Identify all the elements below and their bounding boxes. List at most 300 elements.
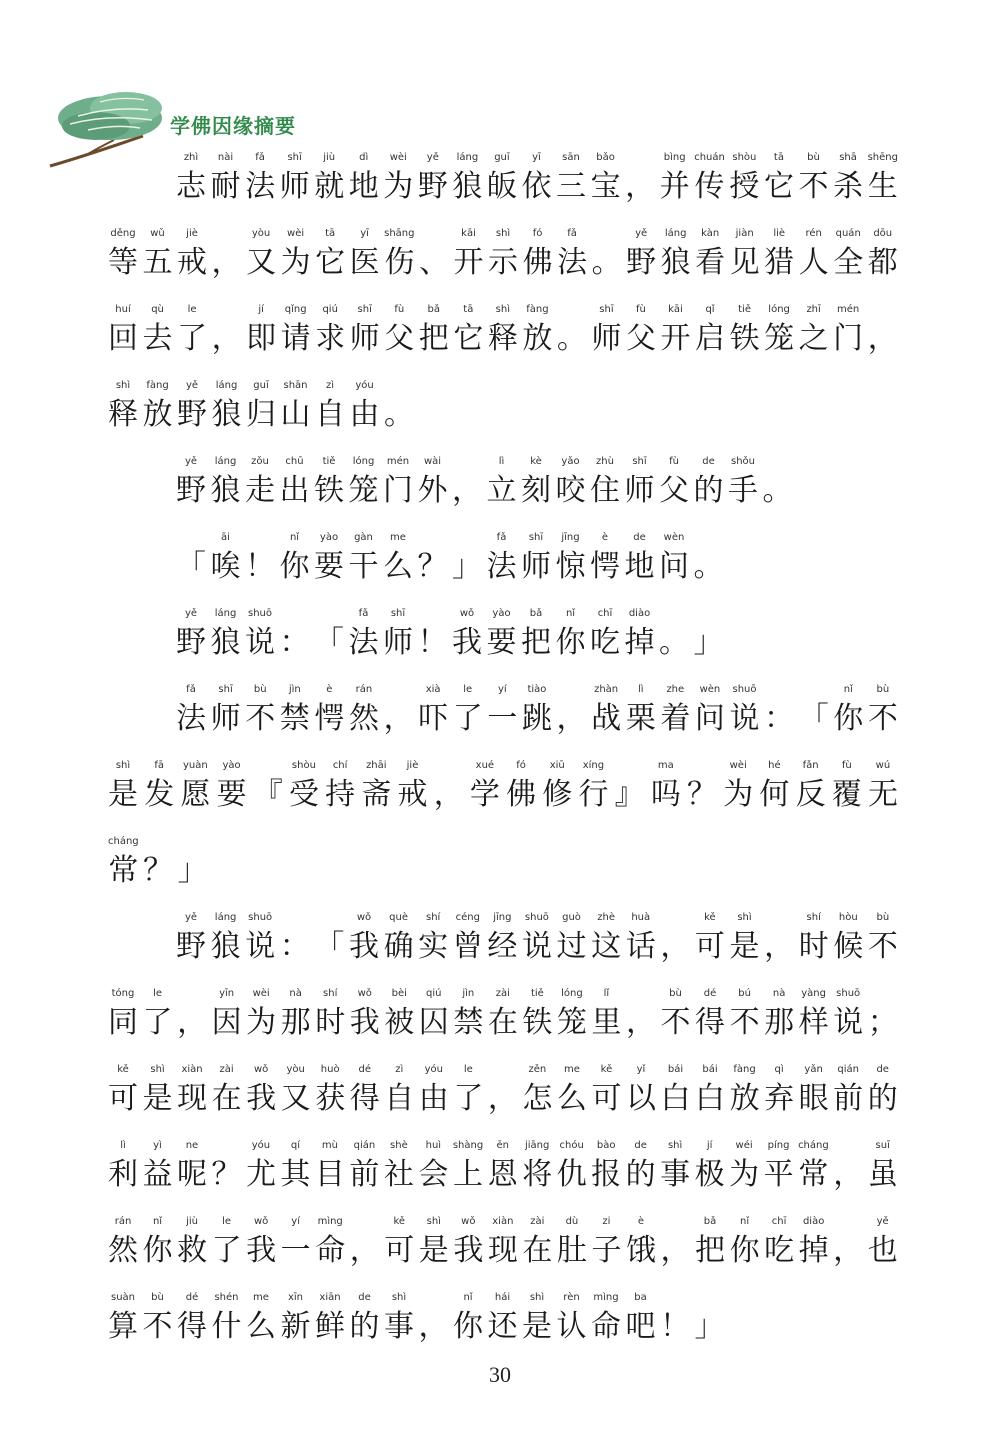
character: 回huí [108, 304, 138, 356]
character: 「 [314, 929, 345, 964]
character: 我wǒ [453, 1216, 484, 1268]
character: 并bìng [659, 152, 690, 204]
character: 救jiù [177, 1216, 208, 1268]
character: 是shì [522, 1292, 552, 1344]
character: 可kě [108, 1064, 138, 1116]
character: ， [660, 1233, 691, 1268]
character: ， [867, 321, 898, 356]
character: 野yě [626, 228, 657, 280]
character: 由yóu [418, 1064, 449, 1116]
character: 由yóu [349, 380, 380, 432]
character: 为wéi [729, 1140, 760, 1192]
character: ： [764, 701, 795, 736]
character: 命mìng [315, 1216, 346, 1268]
character: 铁tiě [314, 456, 344, 508]
character: ， [452, 473, 482, 508]
character: ， [833, 1157, 864, 1192]
character: 算suàn [108, 1292, 138, 1344]
character: 都dōu [867, 228, 898, 280]
character: 弃qì [764, 1064, 795, 1116]
character: 可kě [694, 912, 725, 964]
character: 放fàng [522, 304, 553, 356]
text-line [176, 152, 898, 228]
character: 掉diào [798, 1216, 829, 1268]
character: 生shēng [867, 152, 898, 204]
character: 无wú [867, 760, 898, 812]
character: 师shī [521, 532, 551, 584]
character: 狼láng [210, 456, 241, 508]
character: 前qián [833, 1064, 864, 1116]
character: 为wèi [280, 228, 311, 280]
character: 住zhù [590, 456, 620, 508]
character: 平píng [763, 1140, 794, 1192]
character: 「 [314, 625, 344, 660]
character: 看kàn [695, 228, 726, 280]
character: 在zài [487, 988, 518, 1040]
text-line [108, 1292, 898, 1368]
character: 戒jiè [397, 760, 428, 812]
character: 发fā [144, 760, 175, 812]
character: 笼lóng [348, 456, 379, 508]
character: ？ [417, 549, 448, 584]
character: ， [625, 1005, 656, 1040]
character: 刻kè [521, 456, 551, 508]
character: 一yí [280, 1216, 311, 1268]
character: ？ [143, 853, 174, 888]
character: 不bù [867, 684, 898, 736]
character: 愿yuàn [180, 760, 211, 812]
text-line [108, 1064, 898, 1140]
character: 说shuō [245, 608, 275, 660]
character: 法fǎ [486, 532, 517, 584]
character: 放fàng [142, 380, 173, 432]
character: 在zài [211, 1064, 242, 1116]
character: 修xiū [542, 760, 573, 812]
character: 覆fù [831, 760, 862, 812]
character: ！ [660, 1309, 690, 1344]
character: 师shī [210, 684, 241, 736]
character: 干gàn [348, 532, 379, 584]
character: 。 [762, 473, 793, 508]
character: ； [867, 1005, 898, 1040]
character: 启qǐ [695, 304, 726, 356]
character: 三sān [556, 152, 587, 204]
character: 恩ēn [487, 1140, 518, 1192]
character: 」 [694, 1309, 725, 1344]
character: 你nǐ [279, 532, 310, 584]
character: 狼láng [210, 912, 241, 964]
character: 为wèi [246, 988, 277, 1040]
character: 会huì [418, 1140, 449, 1192]
character: 要yào [216, 760, 247, 812]
character: 经jīng [487, 912, 518, 964]
character: 吗ma [650, 760, 681, 812]
character: 我wǒ [348, 912, 379, 964]
character: 开kāi [660, 304, 691, 356]
character: 何hé [759, 760, 790, 812]
character: ？ [687, 777, 717, 812]
character: ： [279, 929, 310, 964]
character: 山shān [280, 380, 311, 432]
character: 也yě [867, 1216, 898, 1268]
character: 掉diào [624, 608, 655, 660]
character: 。 [693, 549, 724, 584]
character: 佛fó [522, 228, 553, 280]
character: 确què [383, 912, 414, 964]
character: 戒jiè [177, 228, 208, 280]
character: 。 [591, 245, 622, 280]
character: 」 [177, 853, 208, 888]
character: 时shí [315, 988, 346, 1040]
character: 吃chī [590, 608, 620, 660]
character: 它tā [315, 228, 346, 280]
character: 因yīn [211, 988, 242, 1040]
character: ， [349, 1233, 380, 1268]
character: 白bái [660, 1064, 691, 1116]
character: 师shī [591, 304, 622, 356]
character: 仇chóu [556, 1140, 587, 1192]
character: 归guī [246, 380, 276, 432]
character: 要yào [486, 608, 517, 660]
character: 子zi [591, 1216, 622, 1268]
character: 虽suī [867, 1140, 898, 1192]
character: 狼láng [660, 228, 691, 280]
text-line [176, 684, 898, 760]
character: 命mìng [591, 1292, 621, 1344]
character: 为wèi [723, 760, 754, 812]
character: 狼láng [210, 608, 241, 660]
character: 立lì [486, 456, 517, 508]
character: 依yī [521, 152, 552, 204]
character: 猎liè [764, 228, 795, 280]
character: 愕è [314, 684, 345, 736]
character: 走zǒu [245, 456, 275, 508]
character: 「 [176, 549, 206, 584]
character: 你nǐ [453, 1292, 483, 1344]
page-number: 30 [489, 1362, 511, 1387]
character: 出chū [279, 456, 310, 508]
character: 吓xià [418, 684, 449, 736]
character: 那nà [764, 988, 795, 1040]
text-line [108, 228, 898, 304]
character: 么me [383, 532, 413, 584]
character: 释shì [108, 380, 138, 432]
character: 战zhàn [591, 684, 622, 736]
character: 得dé [177, 1292, 207, 1344]
text-line [176, 608, 898, 684]
character: 。 [659, 625, 689, 660]
character: 地dì [348, 152, 379, 204]
character: 学xué [469, 760, 500, 812]
character: 把bǎ [418, 304, 449, 356]
character: 等děng [108, 228, 138, 280]
character: 放fàng [729, 1064, 760, 1116]
character: 野yě [177, 380, 207, 432]
character: 了le [142, 988, 173, 1040]
character: 开kāi [453, 228, 484, 280]
character: 的de [625, 1140, 656, 1192]
character: 『 [252, 777, 283, 812]
character: 医yī [349, 228, 380, 280]
character: 一yí [487, 684, 518, 736]
character: 不bù [142, 1292, 173, 1344]
character: 门mén [833, 304, 864, 356]
character: 认rèn [556, 1292, 587, 1344]
character: 得dé [695, 988, 726, 1040]
character: 父fù [625, 304, 656, 356]
character: 曾céng [452, 912, 483, 964]
character: 传chuán [694, 152, 725, 204]
character: 外wài [417, 456, 448, 508]
text-line [108, 988, 898, 1064]
character: 」 [452, 549, 482, 584]
character: 禁jìn [279, 684, 310, 736]
character: 然rán [348, 684, 379, 736]
character: 、 [419, 245, 450, 280]
character: 』 [614, 777, 645, 812]
character: 地de [624, 532, 655, 584]
character: 之zhī [798, 304, 829, 356]
character: 前qián [349, 1140, 380, 1192]
character: 门mén [383, 456, 413, 508]
character: 怎zěn [522, 1064, 553, 1116]
character: 伤shāng [384, 228, 415, 280]
character: 的de [349, 1292, 380, 1344]
character: 你nǐ [555, 608, 586, 660]
character: 是shì [418, 1216, 449, 1268]
character: 唉āi [210, 532, 241, 584]
character: 父fù [384, 304, 415, 356]
character: 不bù [867, 912, 898, 964]
character: ， [177, 1005, 208, 1040]
character: 问wèn [694, 684, 725, 736]
character: 现xiàn [177, 1064, 208, 1116]
text-line [108, 304, 898, 380]
character: ， [418, 1309, 449, 1344]
character: 说shuō [833, 988, 864, 1040]
character: 我wǒ [349, 988, 380, 1040]
pine-tree-icon [48, 88, 178, 170]
character: 极jí [694, 1140, 725, 1192]
character: 囚qiú [418, 988, 449, 1040]
character: 」 [693, 625, 724, 660]
character: 为wèi [383, 152, 414, 204]
character: 时shí [798, 912, 829, 964]
character: 过guò [556, 912, 587, 964]
character: 把bǎ [695, 1216, 726, 1268]
character: 野yě [417, 152, 448, 204]
character: 你nǐ [833, 684, 864, 736]
character: 不bú [729, 988, 760, 1040]
character: 事shì [660, 1140, 691, 1192]
character: ， [660, 929, 691, 964]
character: 说shuō [245, 912, 276, 964]
text-line [108, 760, 898, 836]
character: 皈guī [486, 152, 517, 204]
character: 示shì [488, 228, 519, 280]
character: 是shì [108, 760, 138, 812]
character: 的de [867, 1064, 898, 1116]
character: 笼lóng [764, 304, 795, 356]
character: ！ [245, 549, 275, 584]
character: 释shì [487, 304, 518, 356]
character: 铁tiě [522, 988, 553, 1040]
character: 人rén [798, 228, 829, 280]
character: 佛fó [506, 760, 537, 812]
character: 去qù [142, 304, 173, 356]
character: 跳tiào [521, 684, 552, 736]
text-line [176, 456, 898, 532]
text-line [176, 912, 898, 988]
character: 新xīn [280, 1292, 311, 1344]
character: 要yào [314, 532, 344, 584]
character: 不bù [798, 152, 829, 204]
character: 目mù [314, 1140, 345, 1192]
header-title: 学佛因缘摘要 [170, 114, 296, 138]
character: 。 [384, 397, 414, 432]
character: 志zhì [176, 152, 206, 204]
character: 手shǒu [728, 456, 758, 508]
character: 报bào [591, 1140, 622, 1192]
character: 了le [453, 1064, 484, 1116]
character: ， [383, 701, 414, 736]
character: 可kě [591, 1064, 622, 1116]
character: 现xiàn [487, 1216, 518, 1268]
character: 它tā [453, 304, 484, 356]
character: 法fǎ [176, 684, 206, 736]
character: 狼láng [452, 152, 483, 204]
character: 说shuō [729, 684, 760, 736]
character: 将jiāng [522, 1140, 553, 1192]
character: 吃chī [764, 1216, 795, 1268]
character: 还hái [487, 1292, 518, 1344]
character: 狼láng [211, 380, 242, 432]
character: 铁tiě [729, 304, 760, 356]
character: 眼yǎn [798, 1064, 829, 1116]
character: 又yòu [280, 1064, 311, 1116]
character: 里lǐ [591, 988, 622, 1040]
character: 然rán [108, 1216, 138, 1268]
character: 话huà [625, 912, 656, 964]
text-line [108, 380, 898, 456]
character: 即jí [246, 304, 277, 356]
character: 肚dù [556, 1216, 587, 1268]
character: 问wèn [659, 532, 689, 584]
character: 。 [556, 321, 587, 356]
text-line [108, 836, 898, 912]
character: 宝bǎo [590, 152, 621, 204]
character: 它tā [763, 152, 794, 204]
character: 师shī [279, 152, 310, 204]
character: 得dé [349, 1064, 380, 1116]
character: 吧ba [625, 1292, 656, 1344]
character: 受shòu [288, 760, 319, 812]
character: 以yǐ [625, 1064, 656, 1116]
character: 是shì [142, 1064, 173, 1116]
character: 请qǐng [280, 304, 311, 356]
character: ！ [417, 625, 448, 660]
character: 咬yǎo [555, 456, 586, 508]
character: 社shè [383, 1140, 414, 1192]
character: 把bǎ [521, 608, 551, 660]
character: 行xíng [578, 760, 609, 812]
character: 利lì [108, 1140, 138, 1192]
character: 常cháng [798, 1140, 829, 1192]
character: 法fǎ [557, 228, 588, 280]
character: 我wǒ [246, 1064, 277, 1116]
character: 在zài [522, 1216, 553, 1268]
character: 不bù [660, 988, 691, 1040]
character: 斋zhāi [361, 760, 392, 812]
character: ， [764, 929, 795, 964]
character: 被bèi [384, 988, 415, 1040]
character: 白bái [695, 1064, 726, 1116]
character: 法fǎ [245, 152, 276, 204]
character: 么me [246, 1292, 276, 1344]
character: 自zì [384, 1064, 415, 1116]
character: 了le [211, 1216, 242, 1268]
character: 了le [177, 304, 208, 356]
character: 上shàng [452, 1140, 484, 1192]
character: ， [433, 777, 464, 812]
character: 耐nài [210, 152, 241, 204]
text-line [108, 1140, 898, 1216]
character: 「 [798, 701, 829, 736]
character: 我wǒ [246, 1216, 277, 1268]
character: 笼lóng [556, 988, 587, 1040]
character: 常cháng [108, 836, 139, 888]
character: ： [279, 625, 310, 660]
character: 鲜xiān [315, 1292, 345, 1344]
character: 饿è [625, 1216, 656, 1268]
character: 的de [693, 456, 724, 508]
character: 尤yóu [245, 1140, 276, 1192]
character: 又yòu [246, 228, 277, 280]
character: 栗lì [625, 684, 656, 736]
character: 你nǐ [729, 1216, 760, 1268]
character: 师shī [383, 608, 413, 660]
character: 这zhè [591, 912, 622, 964]
character: 惊jīng [555, 532, 586, 584]
character: 就jiù [314, 152, 345, 204]
character: ？ [211, 1157, 242, 1192]
character: 野yě [176, 912, 206, 964]
character: ， [625, 169, 656, 204]
character: 么me [556, 1064, 587, 1116]
character: 师shī [349, 304, 380, 356]
character: ， [487, 1081, 518, 1116]
character: ， [211, 245, 242, 280]
character: 了le [452, 684, 483, 736]
character: 呢ne [176, 1140, 207, 1192]
character: 授shòu [729, 152, 760, 204]
character: 其qí [280, 1140, 311, 1192]
character: 禁jìn [453, 988, 484, 1040]
character: 求qiú [315, 304, 346, 356]
character: 持chí [325, 760, 356, 812]
character: 愕è [590, 532, 620, 584]
text-line [108, 1216, 898, 1292]
character: ， [211, 321, 242, 356]
character: ， [556, 701, 587, 736]
character: 法fǎ [348, 608, 379, 660]
character: 五wǔ [142, 228, 173, 280]
character: 可kě [384, 1216, 415, 1268]
character: 同tóng [108, 988, 138, 1040]
character: 野yě [176, 608, 206, 660]
character: 着zhe [660, 684, 691, 736]
character: 实shí [418, 912, 449, 964]
